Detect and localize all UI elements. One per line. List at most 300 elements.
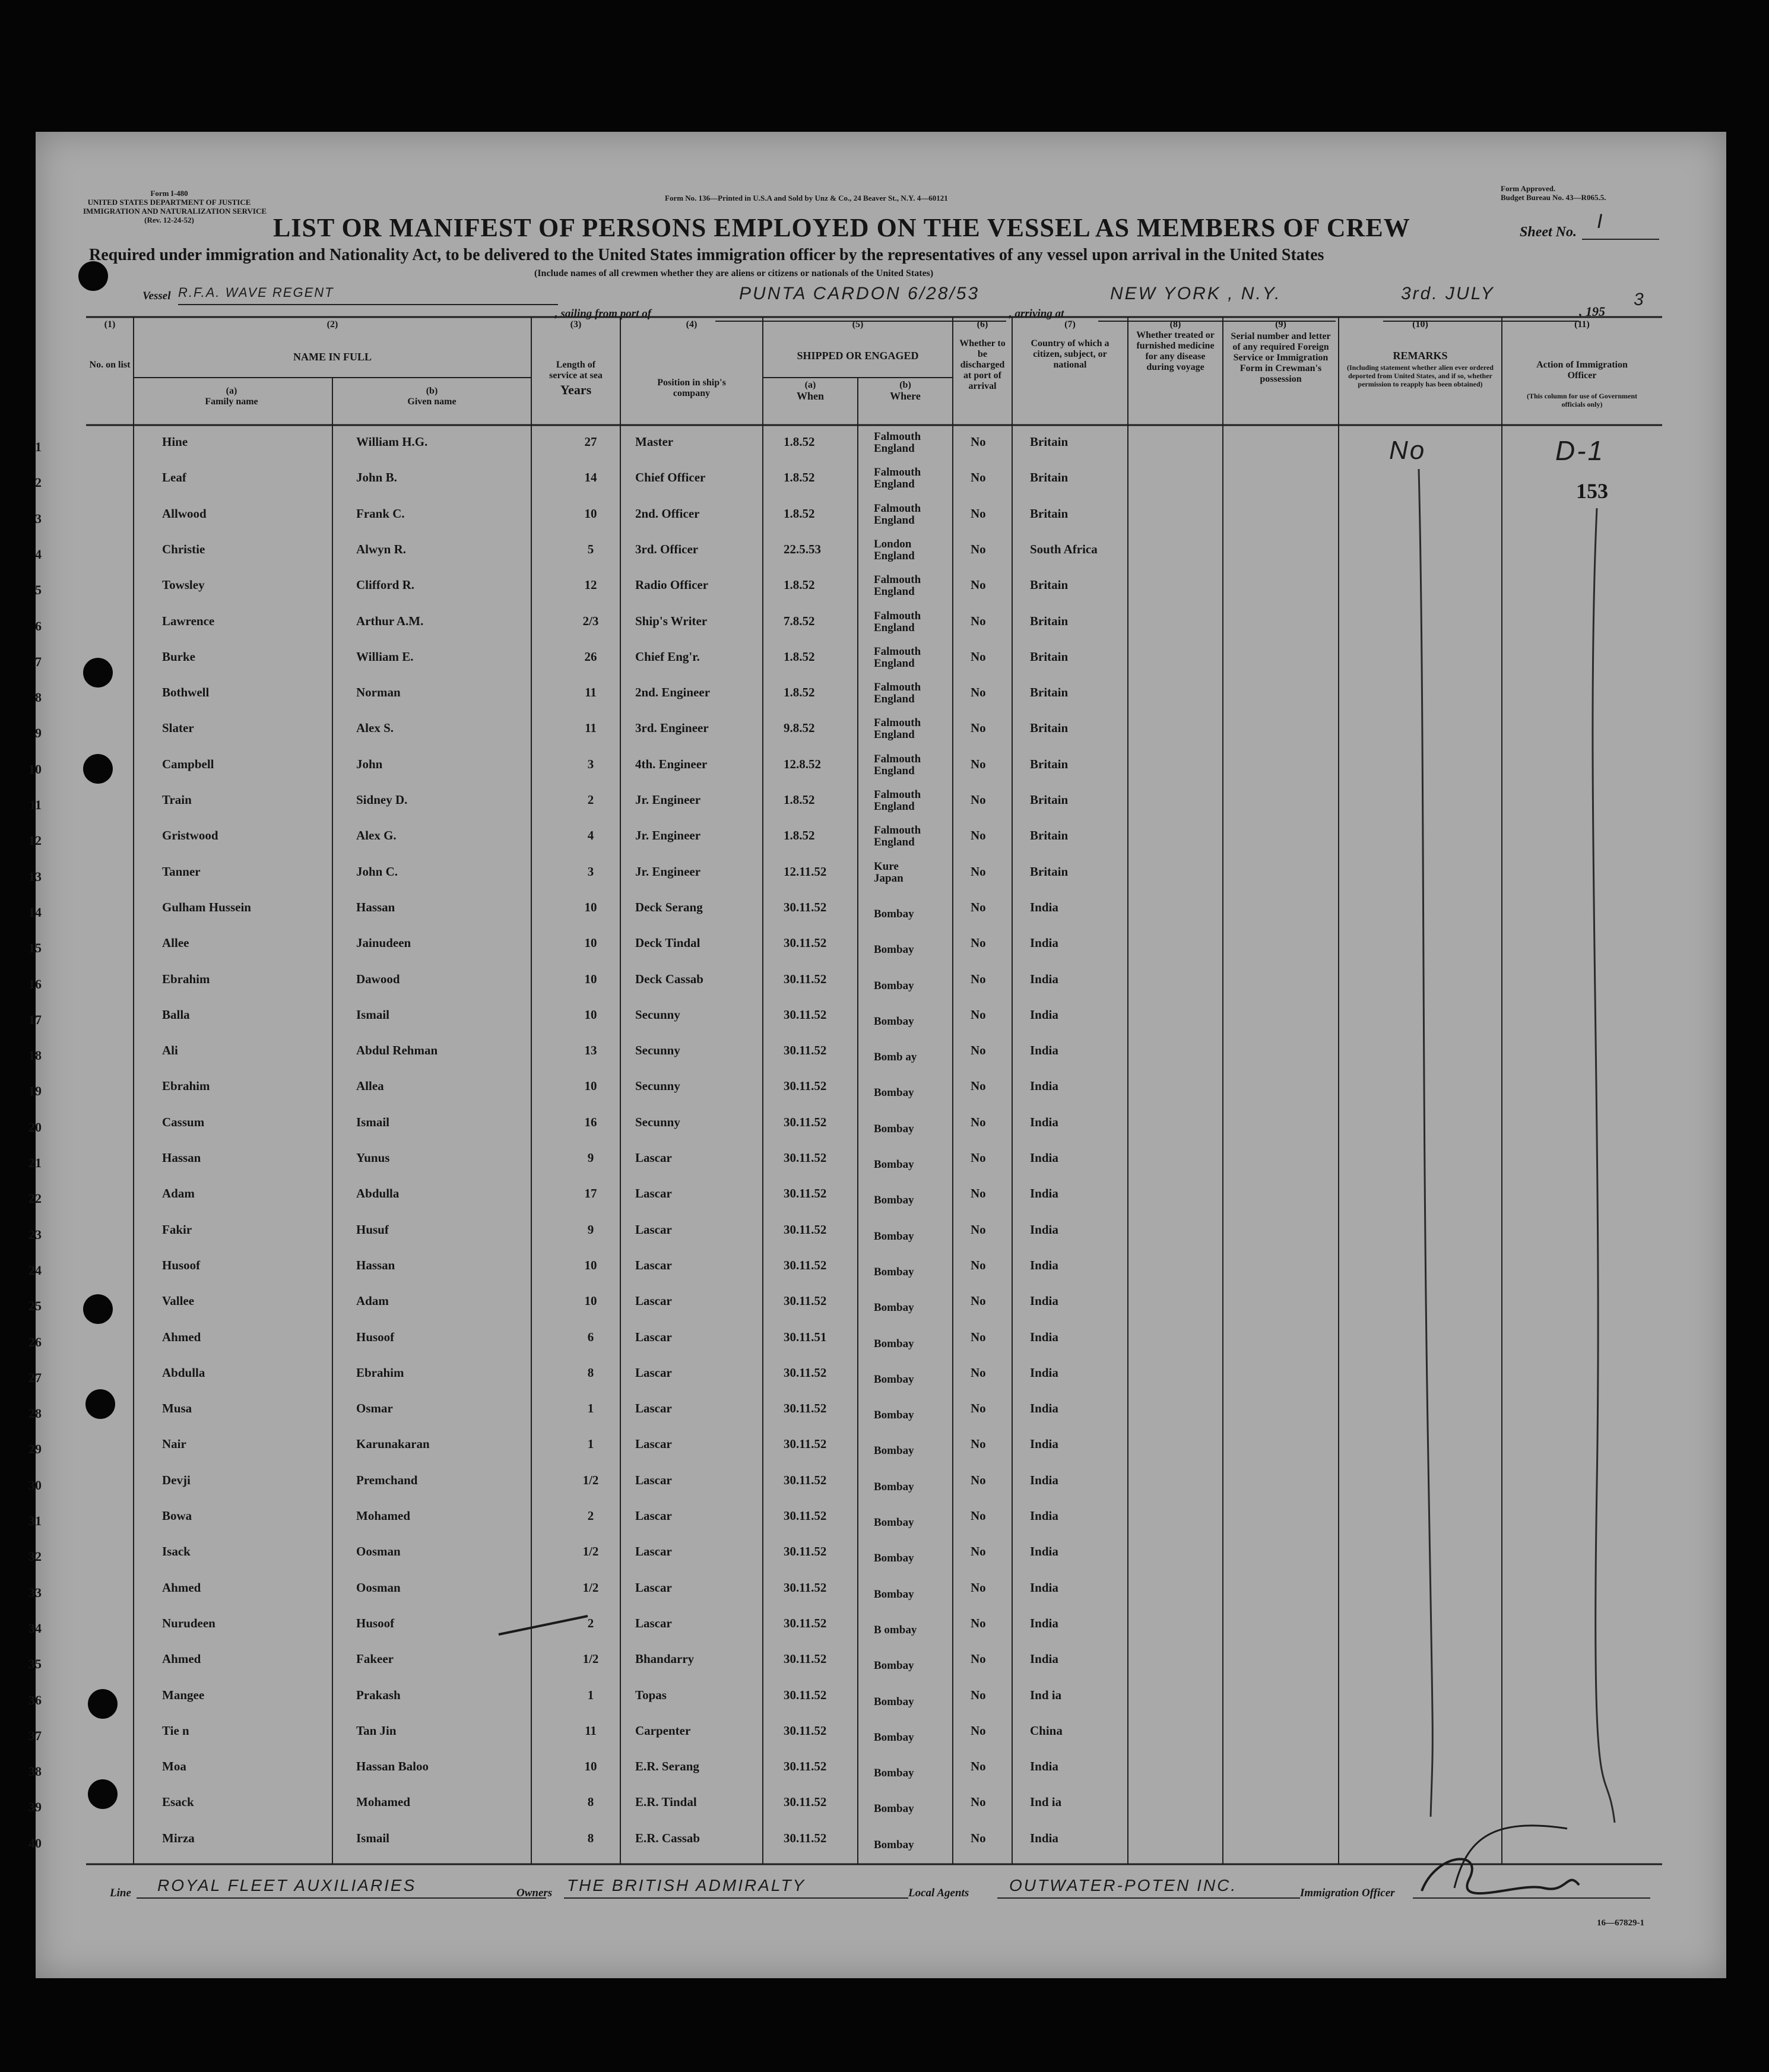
family-name-cell: Tie n: [162, 1723, 189, 1738]
revision-date: (Rev. 12-24-52): [144, 216, 194, 224]
shipped-where-cell: [874, 861, 903, 885]
discharged-cell: No: [971, 1687, 986, 1702]
service-years-cell: 10: [584, 1294, 597, 1309]
col-remarks-index: (10): [1412, 319, 1428, 330]
where-line-country: England: [874, 693, 915, 706]
row-number: 33: [28, 1585, 42, 1600]
shipped-where-cell: [874, 467, 921, 490]
shipped-where-cell: [874, 646, 921, 670]
where-line-city: [874, 1111, 914, 1123]
vessel-underline: [178, 304, 558, 305]
position-cell: Chief Officer: [635, 470, 706, 485]
service-years-cell: 14: [584, 470, 597, 485]
service-years-cell: 11: [585, 721, 597, 736]
position-cell: Lascar: [635, 1365, 672, 1380]
shipped-when-cell: 30.11.52: [784, 1401, 827, 1416]
line-value: ROYAL FLEET AUXILIARIES: [157, 1876, 417, 1894]
table-row: [28, 1611, 1662, 1647]
where-line-city: Falmouth: [874, 681, 921, 694]
where-line-city: [874, 1362, 914, 1374]
position-cell: Carpenter: [635, 1723, 691, 1738]
where-line-city: [874, 1648, 914, 1660]
col-number-index: (1): [104, 319, 116, 330]
position-cell: Lascar: [635, 1329, 672, 1344]
shipped-where-cell: [874, 1648, 914, 1672]
service-years-cell: 3: [587, 864, 594, 879]
table-row: [28, 1289, 1662, 1325]
discharged-cell: No: [971, 1830, 986, 1845]
service-years-cell: 10: [584, 1079, 597, 1094]
col-action-header: [1502, 319, 1662, 408]
country-cell: India: [1030, 1544, 1058, 1559]
service-years-cell: 1: [587, 1401, 594, 1416]
shipped-when-cell: 30.11.52: [784, 1007, 827, 1022]
where-line-country: England: [874, 657, 915, 670]
discharged-cell: No: [971, 793, 986, 807]
table-row: [28, 752, 1662, 788]
table-row: [28, 1110, 1662, 1146]
table-row: [35, 465, 1662, 501]
table-row: [35, 645, 1662, 680]
table-row: [28, 1468, 1662, 1504]
shipped-when-cell: 30.11.52: [784, 1186, 827, 1201]
service-years-cell: 10: [584, 1257, 597, 1272]
position-cell: Ship's Writer: [635, 613, 708, 628]
given-name-cell: John: [356, 756, 383, 771]
service-years-cell: 5: [587, 541, 594, 556]
discharged-cell: No: [971, 1329, 986, 1344]
table-row: [28, 1504, 1662, 1539]
col-country-index: (7): [1064, 319, 1076, 330]
table-row: [28, 1396, 1662, 1432]
shipped-when-cell: 30.11.52: [784, 1294, 827, 1309]
where-line-city: [874, 1219, 914, 1231]
remarks-mark: No: [1389, 436, 1426, 465]
where-line-country: Bombay: [874, 943, 914, 956]
position-cell: Jr. Engineer: [635, 864, 701, 879]
family-name-cell: Tanner: [162, 864, 201, 879]
table-row: [28, 823, 1662, 859]
given-name-cell: Yunus: [356, 1151, 390, 1165]
where-line-country: Bombay: [874, 1767, 914, 1780]
discharged-cell: No: [971, 1509, 986, 1523]
table-row: [28, 931, 1662, 967]
shipped-when-cell: 12.11.52: [784, 864, 827, 879]
table-row: [28, 1361, 1662, 1396]
action-count: 153: [1576, 479, 1608, 503]
arrival-port: NEW YORK , N.Y.: [1110, 284, 1282, 303]
table-row: [28, 967, 1662, 1003]
where-line-country: England: [874, 478, 915, 491]
row-number: 20: [28, 1119, 42, 1135]
country-cell: India: [1030, 899, 1058, 914]
sailing-label: , sailing from port of: [555, 308, 652, 320]
discharged-cell: No: [971, 1795, 986, 1810]
where-line-country: England: [874, 836, 915, 849]
agents-underline: [997, 1897, 1300, 1899]
position-cell: Deck Cassab: [635, 971, 703, 986]
line-label: Line: [110, 1887, 131, 1899]
shipped-when-cell: 30.11.52: [784, 1723, 827, 1738]
col-service-unit: Years: [560, 382, 592, 397]
where-line-country: B ombay: [874, 1623, 917, 1636]
position-cell: Jr. Engineer: [635, 828, 701, 843]
family-name-cell: Ali: [162, 1043, 178, 1058]
col-name-header: [134, 319, 531, 362]
where-line-city: Falmouth: [874, 788, 921, 801]
position-cell: Deck Tindal: [635, 936, 700, 951]
sheet-label: Sheet No.: [1520, 224, 1577, 240]
given-name-cell: Karunakaran: [356, 1437, 430, 1452]
country-cell: India: [1030, 1472, 1058, 1487]
shipped-where-cell: [874, 1183, 914, 1206]
col-position-title: Position in ship's company: [657, 378, 726, 398]
where-line-city: [874, 1827, 914, 1839]
col-number-header: [86, 319, 134, 370]
where-line-country: England: [874, 621, 915, 634]
where-line-city: [874, 1147, 914, 1159]
country-cell: China: [1030, 1723, 1063, 1738]
family-name-cell: Lawrence: [162, 613, 215, 628]
service-years-cell: 10: [584, 936, 597, 951]
col-service-title: Length of service at sea: [549, 360, 603, 381]
country-cell: India: [1030, 1186, 1058, 1201]
service-years-cell: 1/2: [582, 1472, 599, 1487]
family-name-cell: Mirza: [162, 1830, 195, 1845]
row-number: 39: [28, 1799, 42, 1815]
given-name-cell: Mohamed: [356, 1795, 410, 1810]
country-cell: Britain: [1030, 721, 1069, 736]
row-number: 6: [35, 618, 42, 633]
col-action-index: (11): [1574, 319, 1590, 330]
country-cell: India: [1030, 1615, 1058, 1630]
shipped-when-cell: 1.8.52: [784, 435, 815, 449]
where-line-country: England: [874, 442, 915, 455]
where-line-city: [874, 968, 914, 980]
discharged-cell: No: [971, 1544, 986, 1559]
row-number: 35: [28, 1656, 42, 1672]
given-name-cell: Hassan: [356, 1257, 395, 1272]
service-years-cell: 1: [587, 1437, 594, 1452]
shipped-where-cell: [874, 1791, 914, 1815]
discharged-cell: No: [971, 828, 986, 843]
service-years-cell: 2: [587, 1509, 594, 1523]
owners-label: Owners: [516, 1887, 553, 1899]
service-years-cell: 10: [584, 971, 597, 986]
country-cell: India: [1030, 1114, 1058, 1129]
where-line-city: [874, 1791, 914, 1803]
discharged-cell: No: [971, 1007, 986, 1022]
col-medicine-header: [1128, 319, 1223, 373]
given-name-cell: Alex S.: [356, 721, 394, 736]
col-when-header: [763, 380, 858, 401]
position-cell: Secunny: [635, 1114, 680, 1129]
shipped-where-cell: [874, 932, 914, 956]
action-mark: D-1: [1555, 435, 1605, 466]
family-name-cell: Bowa: [162, 1509, 192, 1523]
table-row: [28, 1181, 1662, 1217]
given-name-cell: Hassan: [356, 899, 395, 914]
service-years-cell: 2/3: [582, 613, 599, 628]
family-name-cell: Adam: [162, 1186, 195, 1201]
col-family-index: (a): [226, 386, 237, 396]
shipped-where-cell: [874, 1326, 914, 1350]
country-cell: India: [1030, 1151, 1058, 1165]
col-name-title: NAME IN FULL: [293, 351, 372, 363]
discharged-cell: No: [971, 756, 986, 771]
discharged-cell: No: [971, 1759, 986, 1774]
service-years-cell: 2: [587, 1615, 594, 1630]
position-cell: Lascar: [635, 1401, 672, 1416]
where-line-city: Falmouth: [874, 752, 921, 765]
discharged-cell: No: [971, 470, 986, 485]
where-line-country: Bombay: [874, 1373, 914, 1386]
where-line-country: England: [874, 549, 915, 562]
where-line-country: Bomb ay: [874, 1051, 917, 1064]
position-cell: Bhandarry: [635, 1652, 695, 1667]
discharged-cell: No: [971, 435, 986, 449]
given-name-cell: Hassan Baloo: [356, 1759, 429, 1774]
discharged-cell: No: [971, 1652, 986, 1667]
where-line-country: Bombay: [874, 1015, 914, 1028]
family-name-cell: Allwood: [162, 506, 207, 521]
where-line-country: England: [874, 514, 915, 527]
given-name-cell: Norman: [356, 685, 401, 700]
position-cell: Master: [635, 435, 674, 449]
where-line-city: [874, 896, 914, 908]
col-when-title: When: [796, 390, 824, 402]
row-number: 27: [28, 1370, 42, 1385]
where-line-country: Bombay: [874, 1695, 914, 1708]
service-years-cell: 16: [584, 1114, 597, 1129]
vessel-label: Vessel: [142, 290, 171, 302]
table-row: [28, 1074, 1662, 1110]
table-row: [35, 502, 1662, 537]
service-years-cell: 2: [587, 793, 594, 807]
where-line-city: Falmouth: [874, 824, 921, 837]
country-cell: India: [1030, 1365, 1058, 1380]
given-name-cell: Clifford R.: [356, 578, 414, 593]
col-service-index: (3): [570, 319, 582, 330]
table-row: [28, 1038, 1662, 1074]
service-years-cell: 1: [587, 1687, 594, 1702]
country-cell: India: [1030, 1257, 1058, 1272]
given-name-cell: Premchand: [356, 1472, 418, 1487]
row-number: 9: [35, 725, 42, 741]
table-row: [28, 1790, 1662, 1826]
service-years-cell: 11: [585, 1723, 597, 1738]
table-row: [28, 1432, 1662, 1468]
country-cell: South Africa: [1030, 541, 1098, 556]
row-number: 12: [28, 833, 42, 848]
country-cell: India: [1030, 1580, 1058, 1595]
country-cell: Britain: [1030, 435, 1069, 449]
shipped-when-cell: 30.11.52: [784, 1079, 827, 1094]
table-row: [28, 1146, 1662, 1181]
col-name-index: (2): [326, 319, 338, 330]
position-cell: Chief Eng'r.: [635, 649, 700, 664]
shipped-where-cell: [874, 1362, 914, 1386]
family-name-cell: Balla: [162, 1007, 190, 1022]
row-number: 2: [35, 475, 42, 490]
family-name-cell: Bothwell: [162, 685, 210, 700]
country-cell: Ind ia: [1030, 1687, 1062, 1702]
country-cell: India: [1030, 1437, 1058, 1452]
country-cell: India: [1030, 1222, 1058, 1237]
table-row: [28, 895, 1662, 931]
where-line-country: Bombay: [874, 1552, 914, 1565]
row-number: 37: [28, 1728, 42, 1743]
discharged-cell: No: [971, 721, 986, 736]
owners-underline: [564, 1897, 908, 1899]
shipped-where-cell: [874, 682, 921, 705]
service-years-cell: 13: [584, 1043, 597, 1058]
given-name-cell: Mohamed: [356, 1509, 410, 1523]
service-years-cell: 27: [584, 435, 597, 449]
discharged-cell: No: [971, 541, 986, 556]
shipped-where-cell: [874, 1720, 914, 1744]
line-underline: [137, 1897, 546, 1899]
service-years-cell: 17: [584, 1186, 597, 1201]
shipped-where-cell: [874, 1040, 917, 1063]
col-where-index: (b): [899, 380, 911, 390]
discharged-cell: No: [971, 1294, 986, 1309]
given-name-cell: Dawood: [356, 971, 400, 986]
given-name-cell: Ismail: [356, 1114, 390, 1129]
shipped-when-cell: 1.8.52: [784, 470, 815, 485]
table-row: [28, 1003, 1662, 1038]
country-cell: Britain: [1030, 793, 1069, 807]
shipped-when-cell: 30.11.52: [784, 1795, 827, 1810]
row-number: 40: [28, 1835, 42, 1851]
given-name-cell: Jainudeen: [356, 936, 411, 951]
discharged-cell: No: [971, 1580, 986, 1595]
col-position-index: (4): [686, 319, 698, 330]
col-position-header: [620, 319, 763, 399]
col-serial-title: Serial number and letter of any required Foreign Service or Immigration Form in Crewman's possession: [1231, 331, 1331, 384]
sheet-number: I: [1597, 210, 1605, 233]
col-serial-index: (9): [1275, 319, 1286, 330]
where-line-country: Bombay: [874, 1409, 914, 1422]
vessel-name: R.F.A. WAVE REGENT: [178, 285, 334, 300]
row-number: 16: [28, 976, 42, 991]
discharged-cell: No: [971, 1151, 986, 1165]
discharged-cell: No: [971, 578, 986, 593]
position-cell: Lascar: [635, 1257, 672, 1272]
country-cell: Britain: [1030, 506, 1069, 521]
family-name-cell: Husoof: [162, 1257, 201, 1272]
service-years-cell: 1/2: [582, 1580, 599, 1595]
shipped-when-cell: 9.8.52: [784, 721, 815, 736]
shipped-where-cell: [874, 1469, 914, 1493]
family-name-cell: Musa: [162, 1401, 192, 1416]
service-name: IMMIGRATION AND NATURALIZATION SERVICE: [83, 207, 267, 216]
service-years-cell: 12: [584, 578, 597, 593]
country-cell: Britain: [1030, 613, 1069, 628]
given-name-cell: Frank C.: [356, 506, 405, 521]
family-name-cell: Hassan: [162, 1151, 201, 1165]
row-number: 10: [28, 761, 42, 777]
country-cell: Britain: [1030, 649, 1069, 664]
row-number: 30: [28, 1477, 42, 1493]
table-row: [28, 1719, 1662, 1754]
country-cell: India: [1030, 1652, 1058, 1667]
service-years-cell: 9: [587, 1222, 594, 1237]
table-row: [28, 1253, 1662, 1289]
shipped-where-cell: [874, 1684, 914, 1708]
given-name-cell: Osmar: [356, 1401, 393, 1416]
row-number: 17: [28, 1012, 42, 1027]
shipped-when-cell: 1.8.52: [784, 578, 815, 593]
given-name-cell: Alwyn R.: [356, 541, 407, 556]
service-years-cell: 8: [587, 1830, 594, 1845]
where-line-country: Bombay: [874, 1731, 914, 1744]
col-medicine-title: Whether treated or furnished medicine for any disease during voyage: [1136, 330, 1215, 372]
position-cell: 3rd. Officer: [635, 541, 699, 556]
where-line-city: [874, 1433, 914, 1445]
where-line-country: Bombay: [874, 1194, 914, 1207]
service-years-cell: 9: [587, 1151, 594, 1165]
row-number: 8: [35, 690, 42, 705]
row-number: 28: [28, 1406, 42, 1421]
arriving-label: , arriving at: [1009, 308, 1064, 320]
shipped-when-cell: 30.11.52: [784, 1437, 827, 1452]
shipped-when-cell: 22.5.53: [784, 541, 821, 556]
where-line-country: Bombay: [874, 907, 914, 920]
row-number: 1: [35, 439, 42, 454]
where-line-city: [874, 1290, 914, 1302]
where-line-country: Bombay: [874, 1659, 914, 1672]
given-name-cell: Husoof: [356, 1329, 395, 1344]
shipped-where-cell: [874, 1756, 914, 1779]
given-name-cell: Husoof: [356, 1615, 395, 1630]
table-row: [35, 680, 1662, 716]
approval-block: [1501, 184, 1606, 202]
where-line-country: Bombay: [874, 1480, 914, 1493]
col-country-header: [1012, 319, 1128, 370]
shipped-where-cell: [874, 1147, 914, 1171]
position-cell: Lascar: [635, 1509, 672, 1523]
family-name-cell: Slater: [162, 721, 194, 736]
where-line-city: [874, 1684, 914, 1696]
row-number: 7: [35, 654, 42, 669]
row-number: 22: [28, 1191, 42, 1206]
service-years-cell: 8: [587, 1365, 594, 1380]
position-cell: Lascar: [635, 1472, 672, 1487]
shipped-when-cell: 1.8.52: [784, 828, 815, 843]
col-remarks-title: REMARKS: [1393, 350, 1448, 362]
shipped-where-cell: [874, 896, 914, 920]
shipped-when-cell: 30.11.52: [784, 1759, 827, 1774]
shipped-when-cell: 30.11.52: [784, 1544, 827, 1559]
col-given-title: Given name: [407, 397, 456, 407]
position-cell: E.R. Tindal: [635, 1795, 697, 1810]
shipped-when-cell: 1.8.52: [784, 685, 815, 700]
where-line-city: [874, 1541, 914, 1553]
table-row: [28, 1325, 1662, 1361]
family-name-cell: Vallee: [162, 1294, 195, 1309]
country-cell: India: [1030, 971, 1058, 986]
discharged-cell: No: [971, 971, 986, 986]
col-shipped-index: (5): [852, 319, 864, 330]
shipped-when-cell: 12.8.52: [784, 756, 821, 771]
shipped-where-cell: [874, 431, 921, 455]
shipped-where-cell: [874, 1612, 917, 1636]
printer-notice: Form No. 136—Printed in U.S.A and Sold by Unz & Co., 24 Beaver St., N.Y. 4—60121: [665, 194, 948, 202]
approval-text: Form Approved.: [1501, 184, 1556, 193]
country-cell: India: [1030, 936, 1058, 951]
country-cell: India: [1030, 1509, 1058, 1523]
